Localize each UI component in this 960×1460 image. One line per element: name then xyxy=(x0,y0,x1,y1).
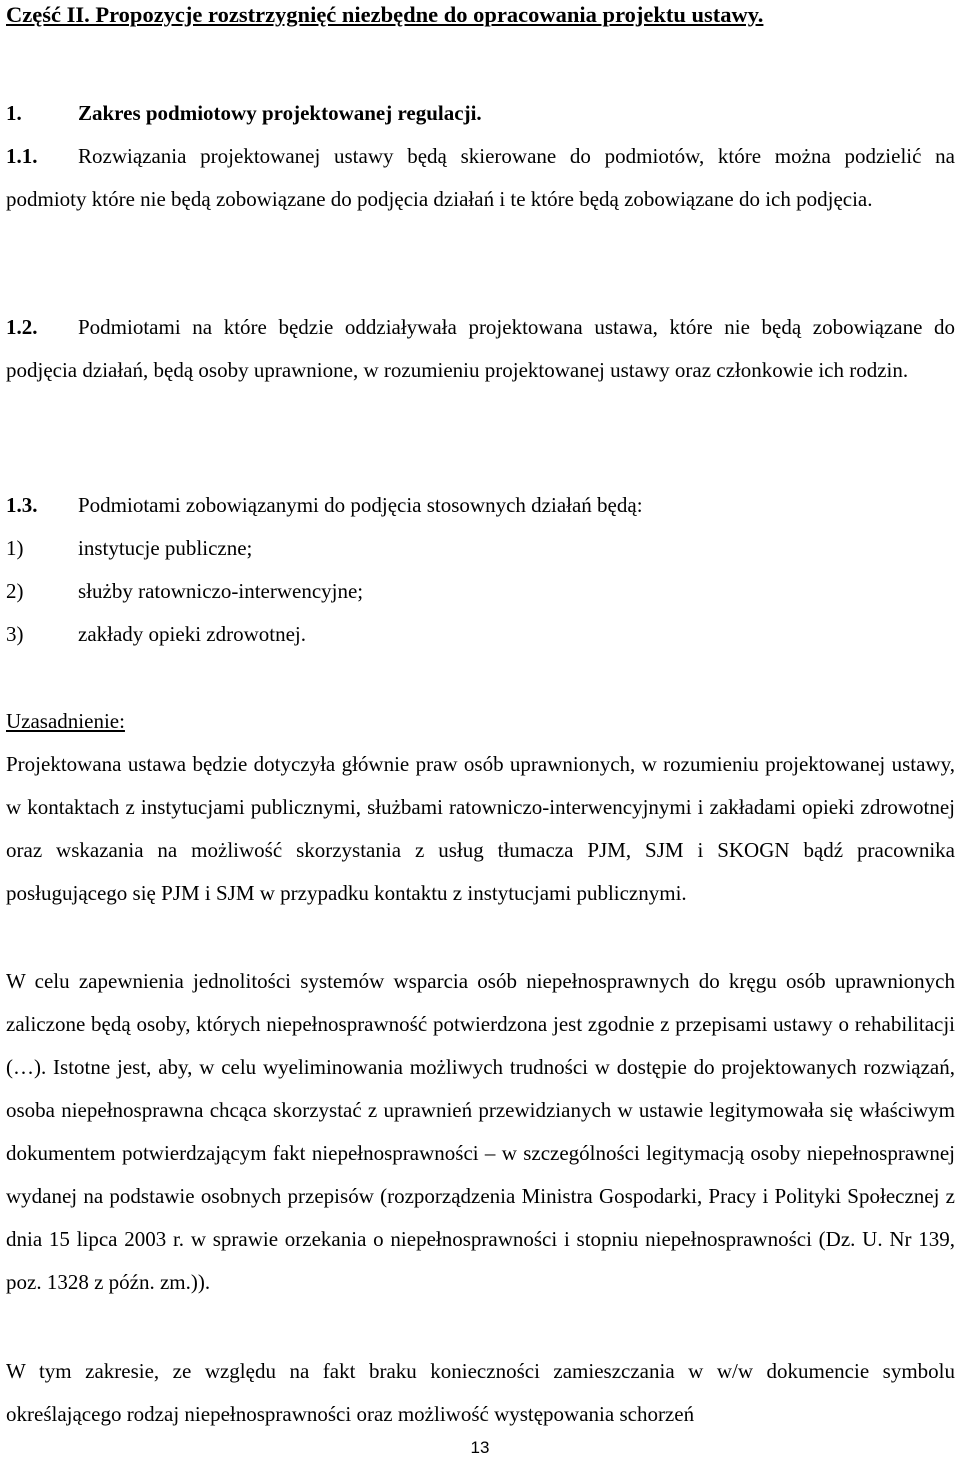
page-number: 13 xyxy=(470,1438,490,1457)
list-item xyxy=(6,570,955,613)
list-item-text: instytucje publiczne; xyxy=(78,536,253,560)
list-item-text: zakłady opieki zdrowotnej. xyxy=(78,622,307,646)
subsection-heading xyxy=(6,92,955,135)
justification-paragraph-1: Projektowana ustawa będzie dotyczyła głównie praw osób uprawnionych, w rozumieniu projektowanej ustawy, w kontaktach z instytucjami publicznymi, służbami ratowniczo-interwencyjnymi i zakładami opieki zdrowotnej oraz wskazania na możliwość skorzystania z usług tłumacza PJM, SJM i SKOGN bądź pracownika posługującego się PJM i SJM w przypadku kontaktu z instytucjami publicznymi. xyxy=(6,752,955,905)
point-text: Podmiotami zobowiązanymi do podjęcia stosownych działań będą: xyxy=(78,493,643,517)
list-item-text: służby ratowniczo-interwencyjne; xyxy=(78,579,364,603)
point-text: Podmiotami na które będzie oddziaływała projektowana ustawa, które nie będą zobowiązane do podjęcia działań, będą osoby uprawnione, w rozumieniu projektowanej ustawy oraz członkowie ich rodzin. xyxy=(6,315,955,382)
list-item xyxy=(6,527,955,570)
point-1-1 xyxy=(6,135,955,221)
justification-paragraph-2: W celu zapewnienia jednolitości systemów wsparcia osób niepełnosprawnych do kręgu osób uprawnionych zaliczone będą osoby, których niepełnosprawność potwierdzona jest zgodnie z przepisami ustawy o rehabilitacji (…). Istotne jest, aby, w celu wyeliminowania możliwych trudności w dostępie do projektowanych rozwiązań, osoba niepełnosprawna chcąca skorzystać z uprawnień przewidzianych w ustawie legitymowała się właściwym dokumentem potwierdzającym fakt niepełnosprawności – w szczególności legitymacją osoby niepełnosprawnej wydanej na podstawie osobnych przepisów (rozporządzenia Ministra Gospodarki, Pracy i Polityki Społecznej z dnia 15 lipca 2003 r. w sprawie orzekania o niepełnosprawności i stopniu niepełnosprawności (Dz. U. Nr 139, poz. 1328 z późn. zm.)). xyxy=(6,969,955,1294)
subsection-number: 1. xyxy=(6,101,22,125)
subsection-title: Zakres podmiotowy projektowanej regulacji. xyxy=(78,101,482,125)
point-1-2 xyxy=(6,306,955,392)
justification-paragraph-3: W tym zakresie, ze względu na fakt braku konieczności zamieszczania w w/w dokumencie symbolu określającego rodzaj niepełnosprawności oraz możliwość występowania schorzeń xyxy=(6,1359,955,1426)
list-item-number: 1) xyxy=(6,536,24,560)
point-1-3 xyxy=(6,484,955,527)
list-item-number: 2) xyxy=(6,579,24,603)
list-item xyxy=(6,613,955,656)
point-number: 1.3. xyxy=(6,493,38,517)
point-number: 1.1. xyxy=(6,144,38,168)
section-title: Część II. Propozycje rozstrzygnięć niezbędne do opracowania projektu ustawy. xyxy=(6,2,764,27)
point-number: 1.2. xyxy=(6,315,38,339)
list-item-number: 3) xyxy=(6,622,24,646)
justification-label: Uzasadnienie: xyxy=(6,709,125,733)
point-text: Rozwiązania projektowanej ustawy będą skierowane do podmiotów, które można podzielić na podmioty które nie będą zobowiązane do podjęcia działań i te które będą zobowiązane do ich podjęcia. xyxy=(6,144,955,211)
